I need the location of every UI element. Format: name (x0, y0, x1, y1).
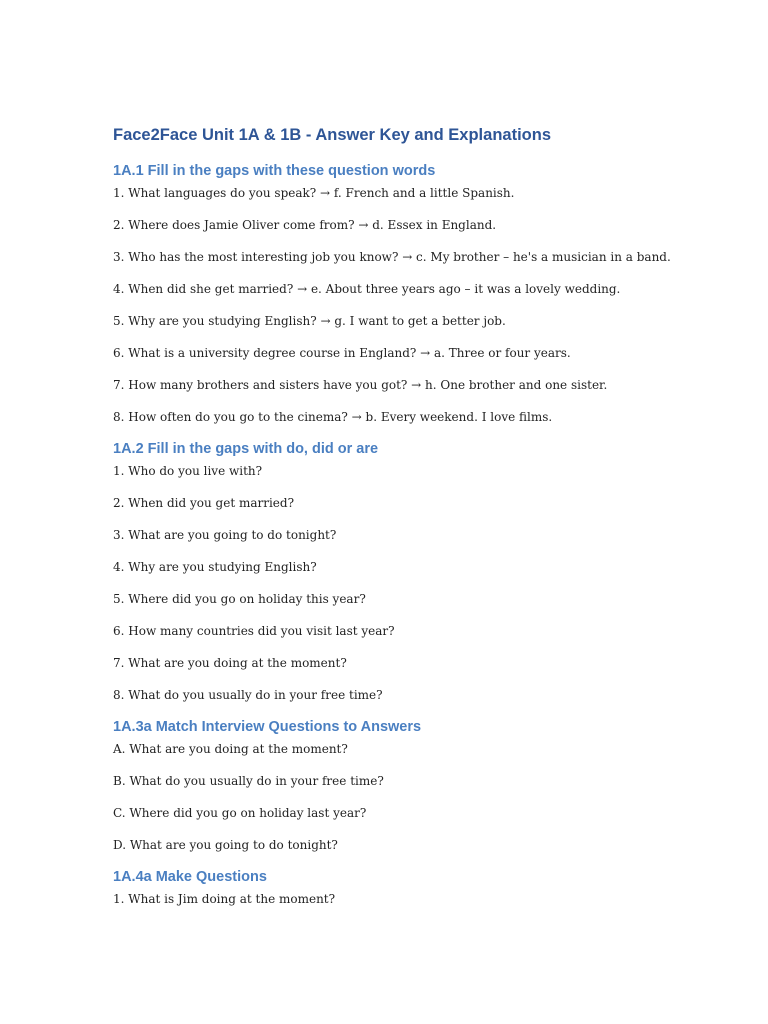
answer-item: 1. Who do you live with? (113, 464, 263, 478)
document-title: Face2Face Unit 1A & 1B - Answer Key and Explanations (113, 126, 551, 144)
answer-list (113, 461, 733, 705)
section-make-questions (113, 867, 733, 909)
answer-item: D. What are you going to do tonight? (113, 838, 338, 852)
document-page (113, 124, 733, 921)
answer-item: 7. What are you doing at the moment? (113, 656, 347, 670)
answer-item: C. Where did you go on holiday last year? (113, 806, 367, 820)
section-question-words (113, 161, 733, 427)
answer-item: 7. How many brothers and sisters have you got? → h. One brother and one sister. (113, 378, 608, 392)
answer-list (113, 889, 733, 909)
section-heading: 1A.3a Match Interview Questions to Answers (113, 719, 422, 735)
section-heading: 1A.4a Make Questions (113, 869, 267, 885)
answer-item: 3. What are you going to do tonight? (113, 528, 337, 542)
answer-item: 8. What do you usually do in your free time? (113, 688, 383, 702)
answer-item: 6. How many countries did you visit last year? (113, 624, 395, 638)
section-heading: 1A.1 Fill in the gaps with these question words (113, 163, 436, 179)
answer-item: 4. Why are you studying English? (113, 560, 317, 574)
answer-item: 8. How often do you go to the cinema? → b. Every weekend. I love films. (113, 410, 553, 424)
answer-list (113, 739, 733, 855)
answer-item: 6. What is a university degree course in England? → a. Three or four years. (113, 346, 571, 360)
answer-item: 5. Why are you studying English? → g. I want to get a better job. (113, 314, 506, 328)
section-heading: 1A.2 Fill in the gaps with do, did or are (113, 441, 379, 457)
answer-item: 4. When did she get married? → e. About three years ago – it was a lovely wedding. (113, 282, 621, 296)
answer-item: 2. Where does Jamie Oliver come from? → d. Essex in England. (113, 218, 497, 232)
answer-item: 2. When did you get married? (113, 496, 295, 510)
answer-item: A. What are you doing at the moment? (113, 742, 348, 756)
answer-item: 5. Where did you go on holiday this year? (113, 592, 366, 606)
answer-list (113, 183, 733, 427)
answer-item: 1. What is Jim doing at the moment? (113, 892, 336, 906)
answer-item: B. What do you usually do in your free time? (113, 774, 384, 788)
answer-item: 3. Who has the most interesting job you know? → c. My brother – he's a musician in a band. (113, 250, 671, 264)
section-do-did-are (113, 439, 733, 705)
section-interview-questions (113, 717, 733, 855)
answer-item: 1. What languages do you speak? → f. French and a little Spanish. (113, 186, 515, 200)
